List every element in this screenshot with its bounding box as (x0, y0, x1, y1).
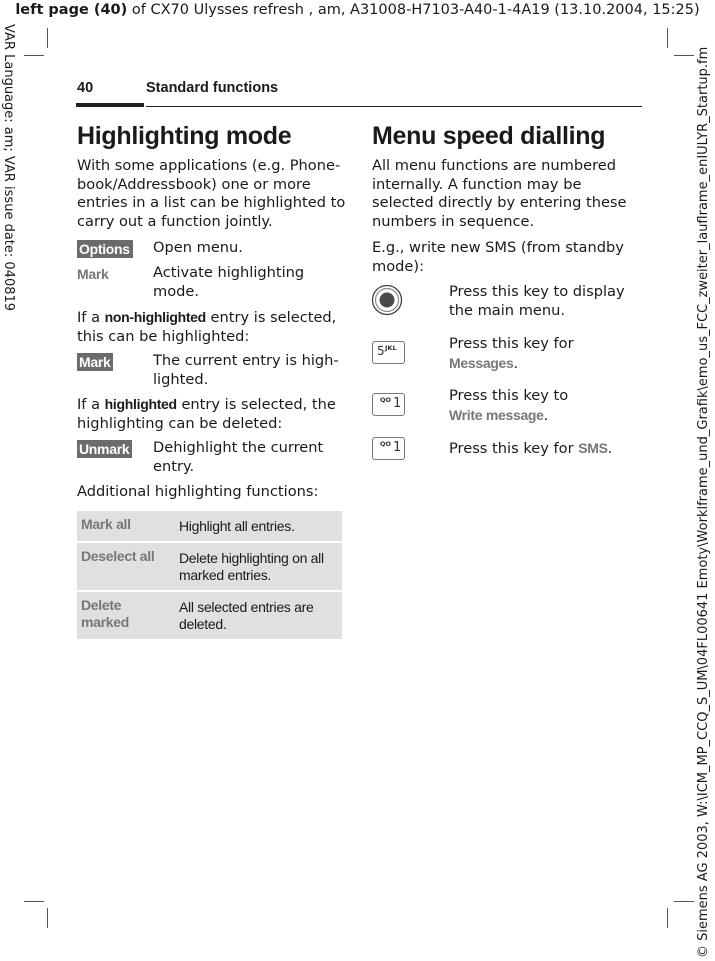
header-rule (146, 106, 642, 107)
heading-menu-speed-dialling: Menu speed dialling (372, 122, 606, 150)
step-display-main-menu: Press this key to display the main menu. (449, 283, 625, 319)
navigation-key-icon (371, 284, 403, 316)
crop-mark (674, 55, 694, 56)
key-mark: Mark (77, 266, 109, 282)
speed-dialling-intro: All menu functions are numbered internally. A function may be selected directly by entering these numbers in sequence. (372, 157, 627, 230)
menu-sms: SMS (578, 440, 608, 456)
if-highlighted: If a highlighted entry is selected, the highlighting can be deleted: (77, 396, 336, 432)
function-desc: Highlight all entries. (171, 511, 342, 541)
table-row (77, 543, 342, 590)
side-note-left (0, 24, 18, 364)
highlighting-functions-table (77, 509, 342, 641)
header-rule-thick (76, 103, 144, 107)
key-1-voicemail-icon: QO 1 (372, 437, 405, 460)
crop-mark (667, 28, 668, 48)
softkey-options: Options (77, 239, 133, 258)
softkey-unmark: Unmark (77, 439, 132, 458)
step-sms: Press this key for SMS. (449, 440, 613, 457)
section-title: Standard functions (146, 80, 279, 96)
function-key: Delete marked (77, 592, 171, 639)
keyword-non-highlighted: non-highlighted (104, 309, 206, 325)
function-key: Deselect all (77, 543, 171, 590)
side-note-right (693, 0, 715, 961)
crop-mark (667, 908, 668, 928)
crop-mark (24, 901, 44, 902)
print-header-page: left page (40) (15, 2, 128, 18)
keyword-highlighted: highlighted (104, 396, 177, 412)
if-non-highlighted: If a non-highlighted entry is selected, this can be highlighted: (77, 309, 337, 345)
print-header (0, 2, 715, 18)
var-language-note: VAR Language: am; VAR issue date: 040819 (1, 24, 16, 312)
print-header-info: of CX70 Ulysses refresh , am, A31008-H7103-A40-1-4A19 (13.10.2004, 15:25) (127, 2, 700, 18)
function-key: Mark all (77, 511, 171, 541)
menu-messages: Messages (449, 354, 514, 371)
crop-mark (47, 908, 48, 928)
step-messages: Press this key for Messages. (449, 335, 574, 372)
step-write-message: Press this key to Write message. (449, 387, 569, 424)
softkey-mark: Mark (77, 352, 113, 371)
key-1-voicemail-icon: QO 1 (372, 393, 405, 416)
crop-mark (24, 55, 44, 56)
key-5-jkl-icon: 5 JKL (372, 341, 405, 364)
highlighting-intro: With some applications (e.g. Phone- book/Addressbook) one or more entries in a list can be highlighted to carry out a function jointly. (77, 157, 346, 230)
step-dehighlight: Dehighlight the current entry. (153, 439, 324, 475)
step-current-entry-highlighted: The current entry is high- lighted. (153, 352, 339, 388)
function-desc: Delete highlighting on all marked entries. (171, 543, 342, 590)
step-open-menu: Open menu. (153, 239, 243, 256)
table-row (77, 592, 342, 639)
copyright-path-note: © Siemens AG 2003, W:\ICM_MP_CCQ_S_UM\04FL00641 Emoty\Worklframe_und_Grafik\emo_us_FCC_zweiter_lauflrame_enIULYR_Startup.fm (696, 46, 711, 958)
additional-functions: Additional highlighting functions: (77, 483, 319, 500)
menu-write-message: Write message (449, 406, 544, 423)
step-activate-highlighting: Activate highlighting mode. (153, 264, 305, 300)
table-row (77, 511, 342, 541)
speed-dialling-example: E.g., write new SMS (from standby mode): (372, 239, 624, 275)
crop-mark (47, 28, 48, 48)
crop-mark (674, 901, 694, 902)
page-number: 40 (77, 80, 94, 96)
function-desc: All selected entries are deleted. (171, 592, 342, 639)
heading-highlighting-mode: Highlighting mode (77, 122, 292, 150)
